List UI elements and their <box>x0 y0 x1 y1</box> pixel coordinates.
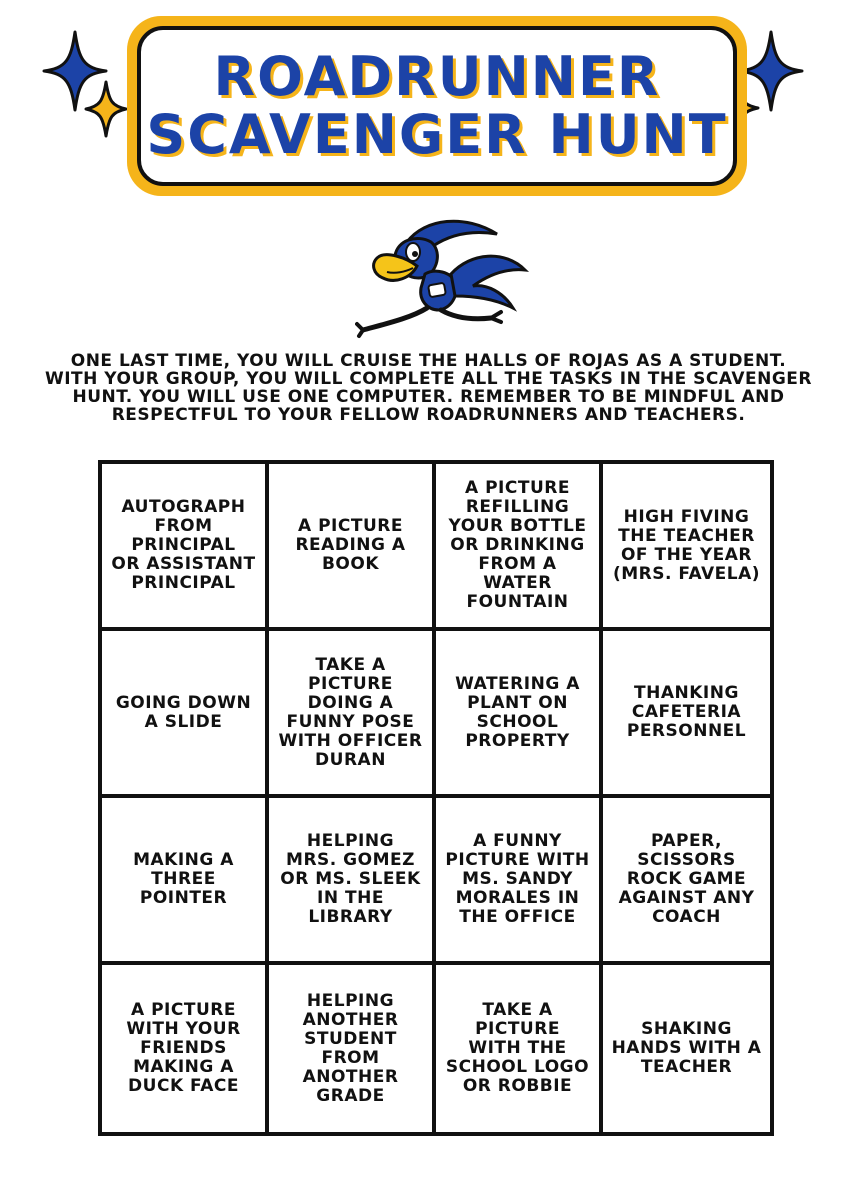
task-cell <box>269 798 436 965</box>
task-text: WATERING A PLANT ON SCHOOL PROPERTY <box>455 673 580 751</box>
task-cell <box>603 631 770 798</box>
task-text: TAKE A PICTURE WITH THE SCHOOL LOGO OR ROBBIE <box>445 1000 590 1096</box>
title-line-1: ROADRUNNER <box>213 45 661 108</box>
task-text: HELPING MRS. GOMEZ OR MS. SLEEK IN THE LIBRARY <box>280 831 421 927</box>
instructions-line-1: ONE LAST TIME, YOU WILL CRUISE THE HALLS OF ROJAS AS A STUDENT. <box>70 351 787 371</box>
instructions-line-3: HUNT. YOU WILL USE ONE COMPUTER. REMEMBER TO BE MINDFUL AND <box>72 387 785 407</box>
roadrunner-mascot-icon <box>355 212 530 340</box>
task-cell <box>269 464 436 631</box>
task-cell <box>436 464 603 631</box>
sparkle-star-icon <box>84 80 128 138</box>
task-text: THANKING CAFETERIA PERSONNEL <box>626 683 747 741</box>
task-text: A PICTURE REFILLING YOUR BOTTLE OR DRINKING FROM A WATER FOUNTAIN <box>448 478 587 612</box>
task-cell <box>603 965 770 1132</box>
instructions-paragraph <box>30 352 827 424</box>
task-cell <box>102 965 269 1132</box>
instructions-line-2: WITH YOUR GROUP, YOU WILL COMPLETE ALL THE TASKS IN THE SCAVENGER <box>44 369 813 389</box>
task-cell <box>269 631 436 798</box>
task-text: GOING DOWN A SLIDE <box>115 692 252 732</box>
task-text: MAKING A THREE POINTER <box>133 850 234 908</box>
task-text: A PICTURE WITH YOUR FRIENDS MAKING A DUCK FACE <box>126 1000 241 1096</box>
task-cell <box>102 798 269 965</box>
task-text: A PICTURE READING A BOOK <box>295 516 406 574</box>
task-cell <box>603 464 770 631</box>
title-frame <box>137 26 737 186</box>
task-cell <box>102 464 269 631</box>
task-cell <box>436 798 603 965</box>
scavenger-hunt-grid <box>98 460 774 1136</box>
task-text: HIGH FIVING THE TEACHER OF THE YEAR (MRS. FAVELA) <box>612 506 761 584</box>
task-text: SHAKING HANDS WITH A TEACHER <box>611 1019 762 1077</box>
task-cell <box>603 798 770 965</box>
task-text: HELPING ANOTHER STUDENT FROM ANOTHER GRADE <box>302 990 399 1106</box>
task-text: PAPER, SCISSORS ROCK GAME AGAINST ANY COACH <box>618 831 755 927</box>
task-cell <box>436 965 603 1132</box>
task-cell <box>269 965 436 1132</box>
task-text: A FUNNY PICTURE WITH MS. SANDY MORALES IN THE OFFICE <box>445 831 590 927</box>
title-banner <box>127 16 747 196</box>
task-cell <box>102 631 269 798</box>
task-text: AUTOGRAPH FROM PRINCIPAL OR ASSISTANT PRINCIPAL <box>111 497 256 593</box>
instructions-line-4: RESPECTFUL TO YOUR FELLOW ROADRUNNERS AND TEACHERS. <box>111 405 746 425</box>
title-line-2: SCAVENGER HUNT <box>146 103 728 166</box>
task-cell <box>436 631 603 798</box>
task-text: TAKE A PICTURE DOING A FUNNY POSE WITH OFFICER DURAN <box>278 654 423 770</box>
